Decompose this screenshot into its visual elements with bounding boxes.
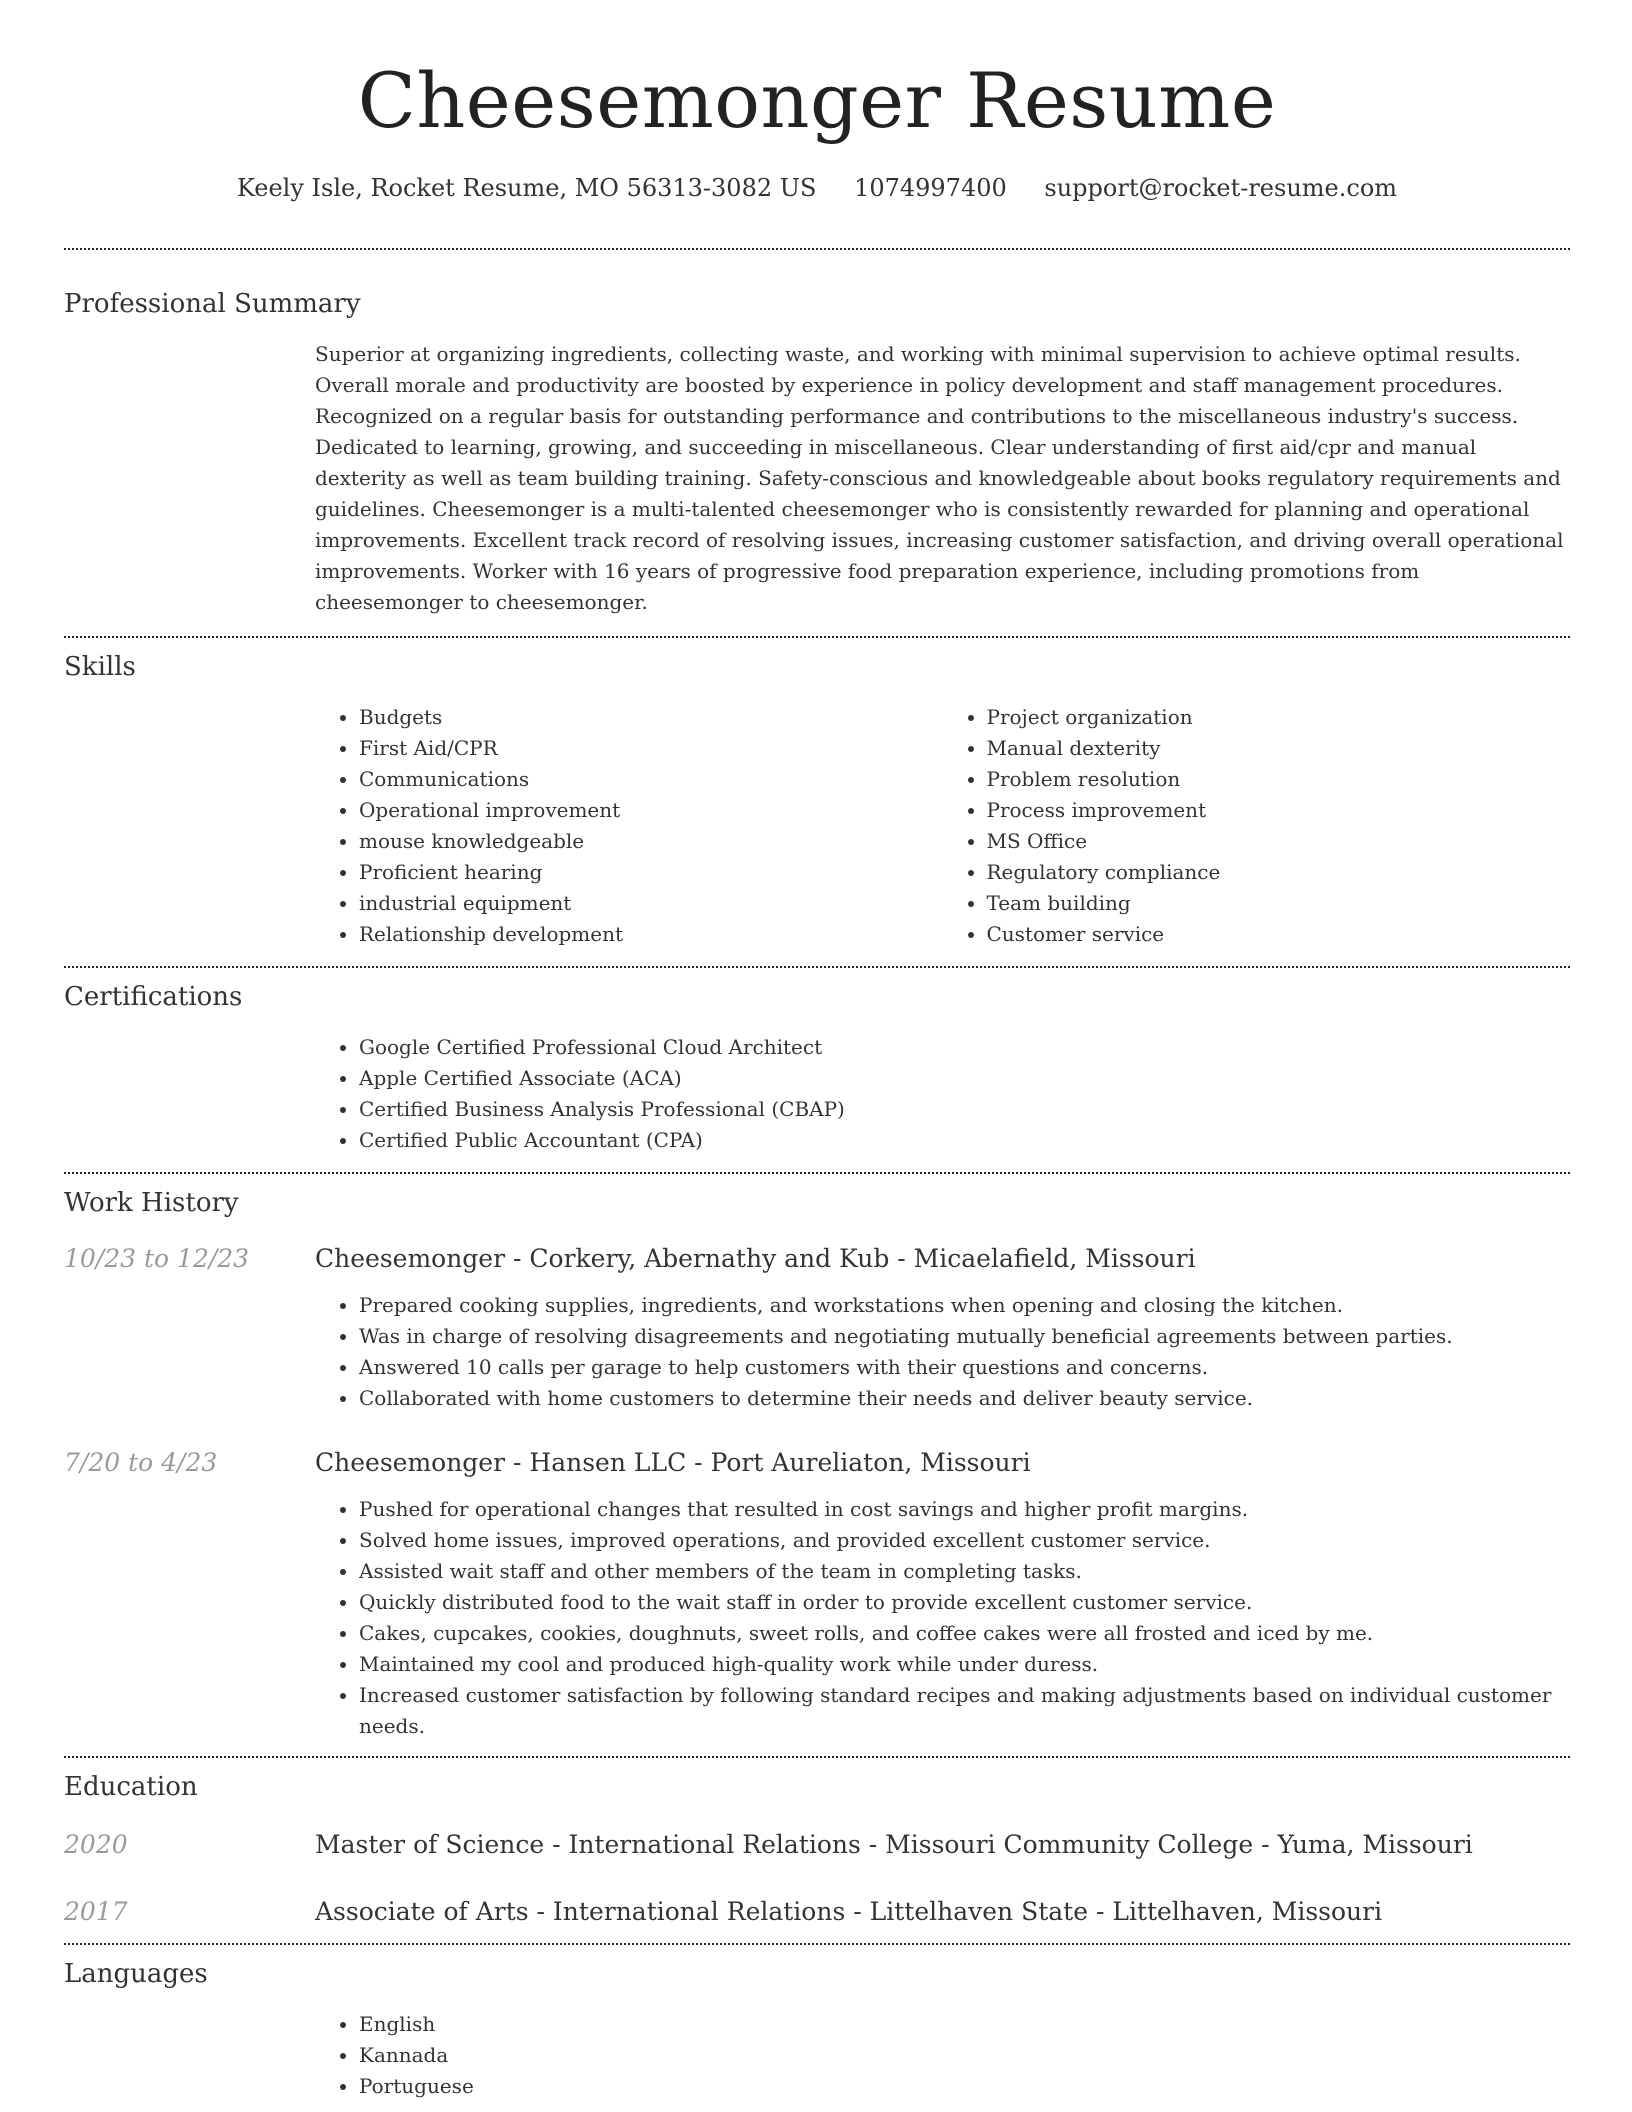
education-degree: Master of Science - International Relations - Missouri Community College - Yuma, Missouri: [315, 1830, 1473, 1859]
job-bullets-body: [315, 1290, 1570, 1414]
skill-item: • mouse knowledgeable: [359, 826, 943, 857]
job-title: Cheesemonger - Corkery, Abernathy and Kub - Micaelafield, Missouri: [315, 1244, 1196, 1273]
section-languages: [64, 1957, 1570, 2102]
job-bullet: • Was in charge of resolving disagreements and negotiating mutually beneficial agreements between parties.: [359, 1321, 1570, 1352]
divider: [64, 1756, 1570, 1758]
job-dates: 7/20 to 4/23: [64, 1448, 218, 1477]
skill-item: • Relationship development: [359, 919, 943, 950]
section-heading-education: Education: [64, 1772, 198, 1802]
certifications-body: [315, 1032, 1570, 1156]
certification-item: • Certified Business Analysis Professional (CBAP): [359, 1094, 1570, 1125]
contact-address: Keely Isle, Rocket Resume, MO 56313-3082 US: [236, 174, 817, 202]
job-bullet: • Maintained my cool and produced high-quality work while under duress.: [359, 1649, 1570, 1680]
contact-line: [64, 172, 1570, 204]
certification-item: • Google Certified Professional Cloud Architect: [359, 1032, 1570, 1063]
job-bullet: • Cakes, cupcakes, cookies, doughnuts, sweet rolls, and coffee cakes were all frosted and iced by me.: [359, 1618, 1570, 1649]
section-summary: [64, 287, 1570, 618]
contact-email: support@rocket-resume.com: [1044, 174, 1398, 202]
skill-item: • Communications: [359, 764, 943, 795]
section-heading-summary: Professional Summary: [64, 289, 361, 319]
divider: [64, 1943, 1570, 1945]
skill-item: • Process improvement: [987, 795, 1571, 826]
certification-item: • Apple Certified Associate (ACA): [359, 1063, 1570, 1094]
job-bullet: • Solved home issues, improved operations, and provided excellent customer service.: [359, 1525, 1570, 1556]
job-bullets-body: [315, 1494, 1570, 1742]
languages-body: [315, 2009, 1570, 2102]
skill-item: • First Aid/CPR: [359, 733, 943, 764]
certification-item: • Certified Public Accountant (CPA): [359, 1125, 1570, 1156]
job-bullets: [315, 1494, 1570, 1742]
job-title: Cheesemonger - Hansen LLC - Port Aureliaton, Missouri: [315, 1448, 1031, 1477]
resume-title: Cheesemonger Resume: [357, 56, 1277, 145]
job-bullet: • Increased customer satisfaction by following standard recipes and making adjustments based on individual customer needs.: [359, 1680, 1570, 1742]
education-entry: [64, 1828, 1570, 1862]
job-bullet: • Prepared cooking supplies, ingredients, and workstations when opening and closing the kitchen.: [359, 1290, 1570, 1321]
job-entry: [64, 1242, 1570, 1276]
resume-page: [64, 0, 1570, 2102]
section-education: [64, 1770, 1570, 1929]
skill-item: • Manual dexterity: [987, 733, 1571, 764]
section-heading-work: Work History: [64, 1188, 239, 1218]
education-year: 2017: [64, 1897, 128, 1926]
job-bullet: • Pushed for operational changes that resulted in cost savings and higher profit margins.: [359, 1494, 1570, 1525]
education-entry: [64, 1895, 1570, 1929]
job-bullets: [315, 1290, 1570, 1414]
job-bullet: • Collaborated with home customers to determine their needs and deliver beauty service.: [359, 1383, 1570, 1414]
divider: [64, 1172, 1570, 1174]
job-entry: [64, 1446, 1570, 1480]
skill-item: • Budgets: [359, 702, 943, 733]
divider: [64, 248, 1570, 250]
skill-item: • Regulatory compliance: [987, 857, 1571, 888]
skill-item: • Project organization: [987, 702, 1571, 733]
language-item: • Kannada: [359, 2040, 1570, 2071]
skill-item: • Operational improvement: [359, 795, 943, 826]
certifications-list: [315, 1032, 1570, 1156]
language-item: • English: [359, 2009, 1570, 2040]
skills-list-left: [315, 702, 943, 950]
section-certifications: [64, 980, 1570, 1156]
skills-columns: [315, 702, 1570, 950]
divider: [64, 966, 1570, 968]
job-bullet: • Assisted wait staff and other members of the team in completing tasks.: [359, 1556, 1570, 1587]
skill-item: • industrial equipment: [359, 888, 943, 919]
languages-list: [315, 2009, 1570, 2102]
skill-item: • Problem resolution: [987, 764, 1571, 795]
skill-item: • Team building: [987, 888, 1571, 919]
section-heading-certifications: Certifications: [64, 982, 243, 1012]
skills-list-right: [943, 702, 1571, 950]
skill-item: • MS Office: [987, 826, 1571, 857]
section-work-history: [64, 1186, 1570, 1742]
education-degree: Associate of Arts - International Relations - Littelhaven State - Littelhaven, Missouri: [315, 1897, 1383, 1926]
contact-phone: 1074997400: [854, 174, 1007, 202]
skill-item: • Customer service: [987, 919, 1571, 950]
section-heading-skills: Skills: [64, 652, 136, 682]
section-heading-languages: Languages: [64, 1959, 208, 1989]
education-year: 2020: [64, 1830, 128, 1859]
section-skills: [64, 650, 1570, 950]
job-bullet: • Quickly distributed food to the wait staff in order to provide excellent customer service.: [359, 1587, 1570, 1618]
summary-text: Superior at organizing ingredients, collecting waste, and working with minimal supervision to achieve optimal results. Overall morale and productivity are boosted by experience in policy development and staff management procedures. Recognized on a regular basis for outstanding performance and contributions to the miscellaneous industry's success. Dedicated to learning, growing, and succeeding in miscellaneous. Clear understanding of first aid/cpr and manual dexterity as well as team building training. Safety-conscious and knowledgeable about books regulatory requirements and guidelines. Cheesemonger is a multi-talented cheesemonger who is consistently rewarded for planning and operational improvements. Excellent track record of resolving issues, increasing customer satisfaction, and driving overall operational improvements. Worker with 16 years of progressive food preparation experience, including promotions from cheesemonger to cheesemonger.: [315, 342, 1564, 614]
language-item: • Portuguese: [359, 2071, 1570, 2102]
job-bullet: • Answered 10 calls per garage to help customers with their questions and concerns.: [359, 1352, 1570, 1383]
job-dates: 10/23 to 12/23: [64, 1244, 250, 1273]
skill-item: • Proficient hearing: [359, 857, 943, 888]
divider: [64, 636, 1570, 638]
